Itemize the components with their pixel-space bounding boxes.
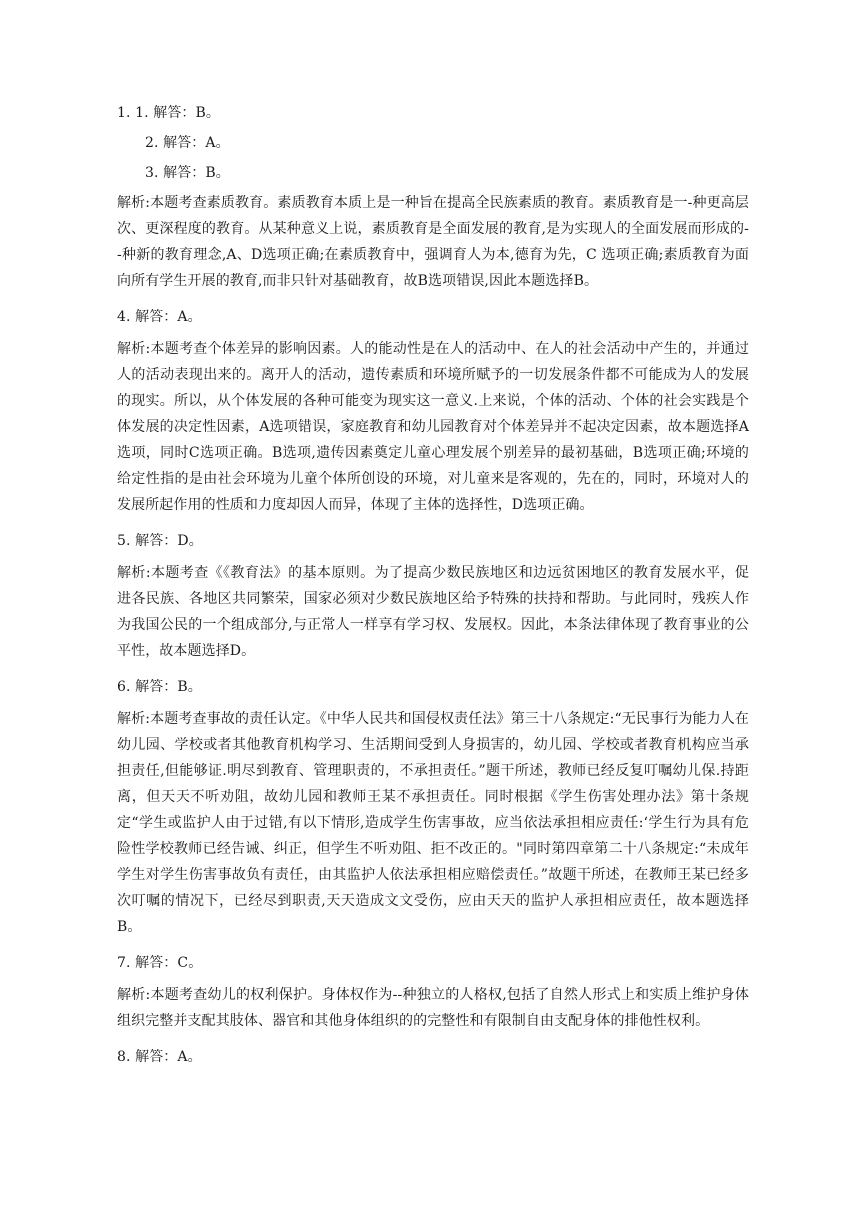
explanation-7: 解析:本题考查幼儿的权利保护。身体权作为--种独立的人格权,包括了自然人形式上和实质上维护身体组织完整并支配其肢体、器官和其他身体组织的的完整性和有限制自由支配身体的排他性权利。 xyxy=(117,987,749,1029)
answer-2: 2. 解答：A。 xyxy=(145,135,230,151)
explanation-4: 解析:本题考查个体差异的影响因素。人的能动性是在人的活动中、在人的社会活动中产生的，并通过人的活动表现出来的。离开人的活动，遗传素质和环境所赋予的一切发展条件都不可能成为人的发展的现实。所以，从个体发展的各种可能变为现实这一意义.上来说，个体的活动、个体的社会实践是个体发展的决定性因素，A选项错误，家庭教育和幼儿园教育对个体差异并不起决定因素，故本题选择A选项，同时C选项正确。B选项,遗传因素奠定儿童心理发展个别差异的最初基础，B选项正确;环境的给定性指的是由社会环境为儿童个体所创设的环境，对儿童来是客观的，先在的，同时，环境对人的发展所起作用的性质和力度却因人而异，体现了主体的选择性，D选项正确。 xyxy=(117,341,749,513)
answer-1: 1. 1. 解答：B。 xyxy=(117,105,221,121)
answer-6: 6. 解答：B。 xyxy=(117,679,202,695)
explanation-3: 解析:本题考查素质教育。素质教育本质上是一种旨在提高全民族素质的教育。素质教育是一-种更高层次、更深程度的教育。从某种意义上说，素质教育是全面发展的教育,是为实现人的全面发展而形成的--种新的教育理念,A、D选项正确;在素质教育中，强调育人为本,德育为先，C 选项正确;素质教育为面向所有学生开展的教育,而非只针对基础教育，故B选项错误,因此本题选择B。 xyxy=(117,195,749,289)
explanation-6: 解析:本题考查事故的责任认定。《中华人民共和国侵权责任法》第三十八条规定:“无民事行为能力人在幼儿园、学校或者其他教育机构学习、生活期间受到人身损害的，幼儿园、学校或者教育机构应当承担责任,但能够证.明尽到教育、管理职责的，不承担责任。”题干所述，教师已经反复叮嘱幼儿保.持距离，但天天不听劝阻，故幼儿园和教师王某不承担责任。同时根据《学生伤害处理办法》第十条规定“学生或监护人由于过错,有以下情形,造成学生伤害事故，应当依法承担相应责任:‘学生行为具有危险性学校教师已经告诫、纠正，但学生不听劝阻、拒不改正的。"同时第四章第二十八条规定:“未成年学生对学生伤害事故负有责任，由其监护人依法承担相应赔偿责任。”故题干所述，在教师王某已经多次叮嘱的情况下，已经尽到职责,天天造成文文受伤，应由天天的监护人承担相应责任，故本题选择B。 xyxy=(117,711,749,935)
answer-8: 8. 解答：A。 xyxy=(117,1049,202,1065)
document-page xyxy=(117,100,749,1076)
answer-7: 7. 解答：C。 xyxy=(117,955,203,971)
answer-5: 5. 解答：D。 xyxy=(117,533,203,549)
explanation-5: 解析:本题考查《《教育法》的基本原则。为了提高少数民族地区和边远贫困地区的教育发展水平，促进各民族、各地区共同繁荣，国家必须对少数民族地区给予特殊的扶持和帮助。与此同时，残疾人作为我国公民的一个组成部分,与正常人一样享有学习权、发展权。因此，本条法律体现了教育事业的公平性，故本题选择D。 xyxy=(117,565,749,659)
answer-4: 4. 解答：A。 xyxy=(117,309,202,325)
answer-3: 3. 解答：B。 xyxy=(145,165,230,181)
